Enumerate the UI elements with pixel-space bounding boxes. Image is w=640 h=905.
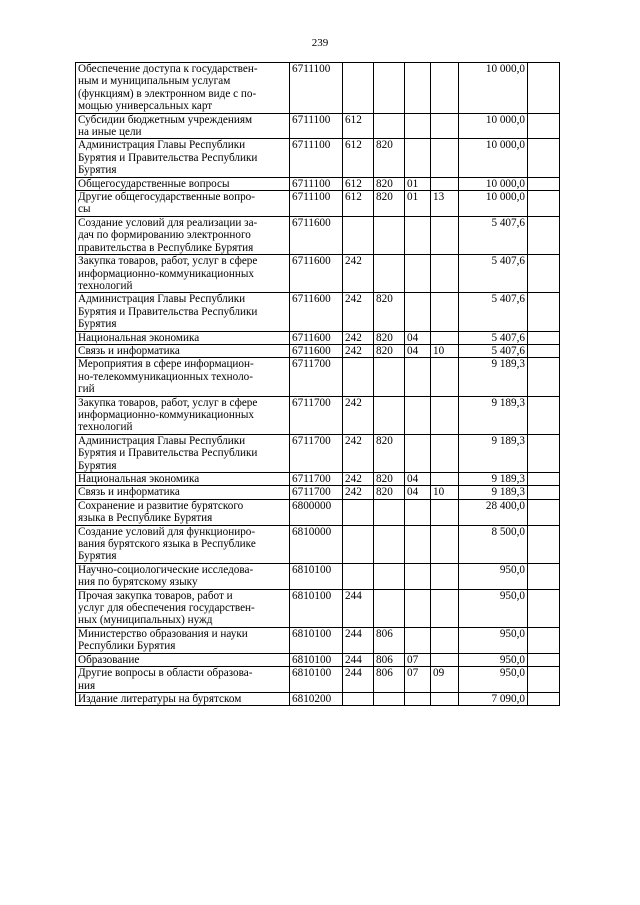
table-row	[76, 396, 560, 434]
cell-amount: 10 000,0	[459, 191, 528, 217]
cell-ministry: 820	[374, 473, 405, 486]
cell-ministry: 820	[374, 293, 405, 331]
cell-amount: 9 189,3	[459, 358, 528, 396]
table-row	[76, 525, 560, 563]
cell-empty	[528, 396, 560, 434]
cell-target-code: 6711700	[290, 486, 343, 499]
cell-subsection	[431, 113, 459, 139]
cell-ministry	[374, 589, 405, 627]
cell-amount: 950,0	[459, 627, 528, 653]
cell-section	[405, 63, 431, 114]
cell-ministry	[374, 396, 405, 434]
cell-ministry	[374, 692, 405, 705]
cell-name: Прочая закупка товаров, работ и услуг для обеспечения государствен- ных (муниципальных) нужд	[76, 589, 290, 627]
cell-amount: 5 407,6	[459, 255, 528, 293]
cell-ministry	[374, 358, 405, 396]
cell-empty	[528, 191, 560, 217]
cell-empty	[528, 525, 560, 563]
cell-target-code: 6711100	[290, 177, 343, 190]
cell-section	[405, 255, 431, 293]
cell-target-code: 6711100	[290, 113, 343, 139]
cell-target-code: 6800000	[290, 499, 343, 525]
cell-expense-type	[343, 692, 374, 705]
cell-section: 07	[405, 653, 431, 666]
cell-amount: 5 407,6	[459, 293, 528, 331]
cell-name: Закупка товаров, работ, услуг в сфере информационно-коммуникационных технологий	[76, 396, 290, 434]
cell-target-code: 6711100	[290, 191, 343, 217]
cell-name: Связь и информатика	[76, 486, 290, 499]
cell-ministry: 820	[374, 139, 405, 177]
cell-ministry	[374, 499, 405, 525]
budget-table	[75, 62, 560, 706]
cell-target-code: 6810100	[290, 667, 343, 693]
table-row	[76, 486, 560, 499]
table-row	[76, 692, 560, 705]
cell-amount: 950,0	[459, 667, 528, 693]
cell-expense-type: 242	[343, 396, 374, 434]
cell-ministry: 820	[374, 331, 405, 344]
cell-section: 07	[405, 667, 431, 693]
cell-section: 04	[405, 486, 431, 499]
cell-name: Другие вопросы в области образова- ния	[76, 667, 290, 693]
cell-amount: 10 000,0	[459, 63, 528, 114]
cell-section	[405, 396, 431, 434]
cell-subsection	[431, 293, 459, 331]
cell-amount: 9 189,3	[459, 473, 528, 486]
cell-subsection	[431, 177, 459, 190]
cell-name: Образование	[76, 653, 290, 666]
cell-subsection	[431, 627, 459, 653]
cell-amount: 28 400,0	[459, 499, 528, 525]
cell-subsection	[431, 63, 459, 114]
cell-target-code: 6810100	[290, 589, 343, 627]
table-row	[76, 627, 560, 653]
table-row	[76, 473, 560, 486]
cell-subsection	[431, 434, 459, 472]
cell-ministry: 820	[374, 177, 405, 190]
table-row	[76, 499, 560, 525]
cell-expense-type: 612	[343, 139, 374, 177]
cell-target-code: 6711100	[290, 63, 343, 114]
table-row	[76, 216, 560, 254]
cell-expense-type: 244	[343, 627, 374, 653]
cell-target-code: 6711700	[290, 434, 343, 472]
cell-amount: 950,0	[459, 589, 528, 627]
cell-expense-type: 242	[343, 344, 374, 357]
cell-section	[405, 627, 431, 653]
cell-section	[405, 692, 431, 705]
table-row	[76, 434, 560, 472]
cell-name: Сохранение и развитие бурятского языка в Республике Бурятия	[76, 499, 290, 525]
cell-empty	[528, 216, 560, 254]
cell-empty	[528, 358, 560, 396]
cell-target-code: 6810000	[290, 525, 343, 563]
cell-target-code: 6810200	[290, 692, 343, 705]
cell-section	[405, 499, 431, 525]
cell-subsection	[431, 473, 459, 486]
cell-expense-type: 244	[343, 589, 374, 627]
table-row	[76, 113, 560, 139]
cell-expense-type: 612	[343, 191, 374, 217]
cell-name: Администрация Главы Республики Бурятия и Правительства Республики Бурятия	[76, 434, 290, 472]
cell-subsection	[431, 653, 459, 666]
cell-subsection	[431, 255, 459, 293]
cell-section: 01	[405, 177, 431, 190]
cell-ministry: 820	[374, 434, 405, 472]
cell-amount: 10 000,0	[459, 177, 528, 190]
cell-empty	[528, 331, 560, 344]
cell-amount: 5 407,6	[459, 344, 528, 357]
cell-target-code: 6810100	[290, 563, 343, 589]
cell-subsection	[431, 216, 459, 254]
cell-expense-type	[343, 216, 374, 254]
cell-expense-type	[343, 563, 374, 589]
cell-subsection: 10	[431, 486, 459, 499]
cell-expense-type	[343, 358, 374, 396]
cell-ministry	[374, 113, 405, 139]
table-row	[76, 255, 560, 293]
cell-target-code: 6711600	[290, 344, 343, 357]
cell-section: 04	[405, 344, 431, 357]
cell-expense-type: 242	[343, 434, 374, 472]
cell-expense-type: 244	[343, 667, 374, 693]
cell-empty	[528, 589, 560, 627]
cell-amount: 9 189,3	[459, 486, 528, 499]
table-row	[76, 653, 560, 666]
cell-name: Национальная экономика	[76, 331, 290, 344]
cell-expense-type: 244	[343, 653, 374, 666]
cell-target-code: 6810100	[290, 627, 343, 653]
cell-ministry	[374, 255, 405, 293]
cell-empty	[528, 499, 560, 525]
table-row	[76, 177, 560, 190]
cell-ministry	[374, 216, 405, 254]
cell-empty	[528, 667, 560, 693]
cell-name: Администрация Главы Республики Бурятия и Правительства Республики Бурятия	[76, 139, 290, 177]
cell-section	[405, 139, 431, 177]
cell-amount: 5 407,6	[459, 331, 528, 344]
table-row	[76, 191, 560, 217]
cell-empty	[528, 113, 560, 139]
page-number: 239	[311, 37, 329, 49]
cell-subsection	[431, 589, 459, 627]
cell-name: Другие общегосударственные вопро- сы	[76, 191, 290, 217]
cell-empty	[528, 63, 560, 114]
cell-target-code: 6711600	[290, 331, 343, 344]
cell-name: Издание литературы на бурятском	[76, 692, 290, 705]
table-row	[76, 331, 560, 344]
cell-subsection	[431, 396, 459, 434]
cell-subsection: 13	[431, 191, 459, 217]
cell-empty	[528, 255, 560, 293]
cell-subsection	[431, 525, 459, 563]
cell-name: Министерство образования и науки Республики Бурятия	[76, 627, 290, 653]
cell-target-code: 6711700	[290, 396, 343, 434]
cell-subsection: 09	[431, 667, 459, 693]
cell-amount: 10 000,0	[459, 113, 528, 139]
cell-section	[405, 525, 431, 563]
cell-name: Связь и информатика	[76, 344, 290, 357]
cell-amount: 8 500,0	[459, 525, 528, 563]
cell-amount: 950,0	[459, 563, 528, 589]
cell-ministry: 820	[374, 344, 405, 357]
cell-section: 04	[405, 473, 431, 486]
cell-amount: 9 189,3	[459, 434, 528, 472]
cell-expense-type: 242	[343, 255, 374, 293]
table-row	[76, 358, 560, 396]
cell-target-code: 6711600	[290, 293, 343, 331]
cell-target-code: 6711700	[290, 473, 343, 486]
cell-amount: 10 000,0	[459, 139, 528, 177]
cell-target-code: 6711100	[290, 139, 343, 177]
cell-subsection	[431, 139, 459, 177]
cell-section	[405, 113, 431, 139]
cell-ministry: 820	[374, 191, 405, 217]
budget-table-body	[76, 63, 560, 706]
cell-expense-type: 612	[343, 113, 374, 139]
cell-name: Национальная экономика	[76, 473, 290, 486]
table-row	[76, 139, 560, 177]
cell-empty	[528, 627, 560, 653]
cell-subsection	[431, 499, 459, 525]
cell-expense-type: 242	[343, 486, 374, 499]
cell-ministry: 806	[374, 667, 405, 693]
cell-amount: 9 189,3	[459, 396, 528, 434]
cell-section: 01	[405, 191, 431, 217]
cell-empty	[528, 692, 560, 705]
cell-amount: 5 407,6	[459, 216, 528, 254]
table-row	[76, 589, 560, 627]
cell-expense-type	[343, 525, 374, 563]
cell-target-code: 6711700	[290, 358, 343, 396]
cell-target-code: 6711600	[290, 255, 343, 293]
table-row	[76, 667, 560, 693]
cell-name: Создание условий для реализации за- дач по формированию электронного правительства в Республике Бурятия	[76, 216, 290, 254]
cell-section	[405, 358, 431, 396]
cell-ministry	[374, 63, 405, 114]
cell-ministry	[374, 525, 405, 563]
cell-empty	[528, 139, 560, 177]
cell-name: Обеспечение доступа к государствен- ным и муниципальным услугам (функциям) в электронном виде с по- мощью универсальных карт	[76, 63, 290, 114]
cell-expense-type: 242	[343, 331, 374, 344]
cell-section	[405, 434, 431, 472]
cell-expense-type: 242	[343, 473, 374, 486]
cell-section: 04	[405, 331, 431, 344]
cell-subsection	[431, 358, 459, 396]
cell-empty	[528, 563, 560, 589]
cell-target-code: 6810100	[290, 653, 343, 666]
cell-name: Администрация Главы Республики Бурятия и Правительства Республики Бурятия	[76, 293, 290, 331]
cell-section	[405, 293, 431, 331]
cell-name: Общегосударственные вопросы	[76, 177, 290, 190]
cell-empty	[528, 473, 560, 486]
cell-expense-type	[343, 63, 374, 114]
cell-subsection	[431, 331, 459, 344]
cell-empty	[528, 344, 560, 357]
cell-name: Мероприятия в сфере информацион- но-телекоммуникационных техноло- гий	[76, 358, 290, 396]
cell-name: Закупка товаров, работ, услуг в сфере информационно-коммуникационных технологий	[76, 255, 290, 293]
cell-section	[405, 563, 431, 589]
cell-name: Научно-социологические исследова- ния по бурятскому языку	[76, 563, 290, 589]
cell-section	[405, 216, 431, 254]
cell-expense-type: 242	[343, 293, 374, 331]
cell-empty	[528, 293, 560, 331]
cell-empty	[528, 653, 560, 666]
cell-empty	[528, 486, 560, 499]
table-row	[76, 344, 560, 357]
cell-ministry: 820	[374, 486, 405, 499]
cell-subsection	[431, 563, 459, 589]
cell-ministry: 806	[374, 653, 405, 666]
cell-ministry	[374, 563, 405, 589]
cell-ministry: 806	[374, 627, 405, 653]
cell-empty	[528, 434, 560, 472]
cell-empty	[528, 177, 560, 190]
cell-expense-type: 612	[343, 177, 374, 190]
cell-target-code: 6711600	[290, 216, 343, 254]
cell-amount: 950,0	[459, 653, 528, 666]
cell-amount: 7 090,0	[459, 692, 528, 705]
table-row	[76, 293, 560, 331]
cell-section	[405, 589, 431, 627]
cell-expense-type	[343, 499, 374, 525]
table-row	[76, 563, 560, 589]
cell-name: Субсидии бюджетным учреждениям на иные цели	[76, 113, 290, 139]
cell-subsection: 10	[431, 344, 459, 357]
cell-subsection	[431, 692, 459, 705]
cell-name: Создание условий для функциониро- вания бурятского языка в Республике Бурятия	[76, 525, 290, 563]
table-row	[76, 63, 560, 114]
